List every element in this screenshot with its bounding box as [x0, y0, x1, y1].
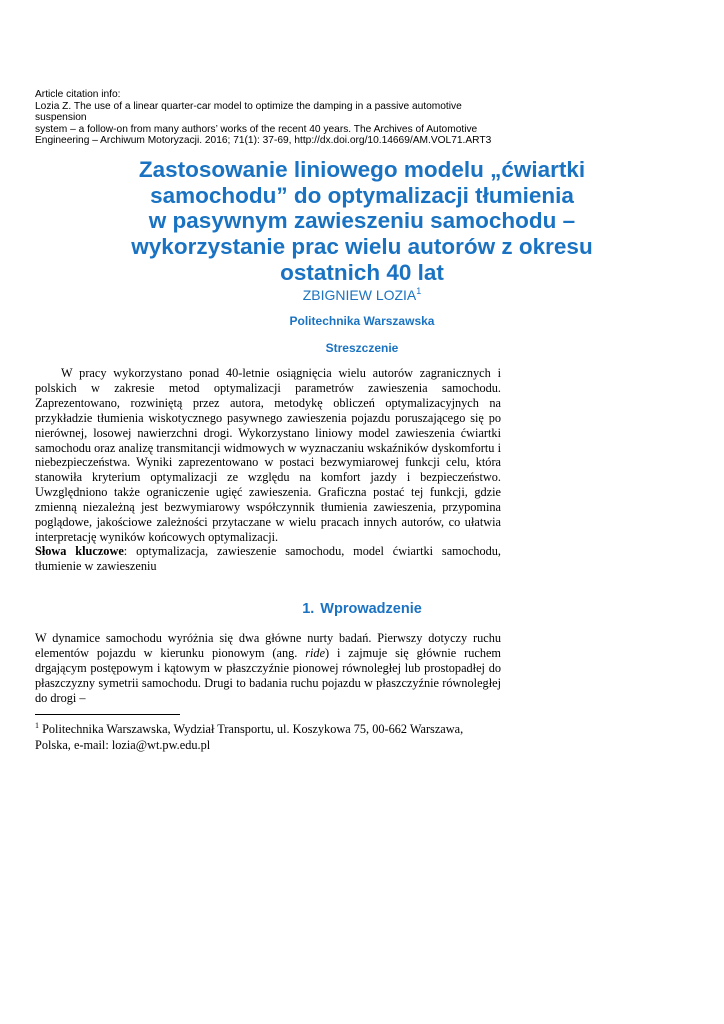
footnote-mark: 1	[35, 721, 39, 730]
footnote-line: Politechnika Warszawska, Wydział Transportu, ul. Koszykowa 75, 00-662 Warszawa,	[39, 722, 464, 736]
abstract-text: W pracy wykorzystano ponad 40-letnie osiągnięcia wielu autorów zagranicznych i polskich w zakresie metod optymalizacji parametrów zawieszenia samochodu. Zaprezentowano, rozwiniętą przez autora, metodykę obliczeń optymalizacyjnych na przykładzie tłumienia wiskotycznego pasywnego zawieszenia pojazdu poruszającego się po nierównej, losowej nawierzchni drogi. Wykorzystano liniowy model zawieszenia ćwiartki samochodu oraz analizę transmitancji widmowych w wyznaczaniu wskaźników dyskomfortu i niebezpieczeństwa. Wyniki zaprezentowano w postaci bezwymiarowej funkcji celu, która stanowiła kryterium optymalizacji ze względu na komfort jazdy i bezpieczeństwo. Uwzględniono także ograniczenie ugięć zawieszenia. Graficzna postać tej funkcji, gdzie zmienną niezależną jest bezwymiarowy współczynnik tłumienia zawieszenia, przypomina poglądowe, jakościowe zależności przytaczane w wielu pracach innych autorów, co ułatwia interpretację wyników końcowych optymalizacji.	[35, 366, 501, 544]
keywords-label: Słowa kluczowe	[35, 544, 124, 558]
citation-line: Lozia Z. The use of a linear quarter-car model to optimize the damping in a passive automotive suspension	[35, 100, 462, 123]
author-footnote-mark: 1	[416, 286, 422, 296]
intro-paragraph	[35, 631, 501, 706]
title-line: Zastosowanie liniowego modelu „ćwiartki	[138, 157, 586, 182]
author	[0, 287, 724, 303]
footnote	[35, 722, 501, 753]
footnote-line: Polska, e-mail: lozia@wt.pw.edu.pl	[35, 737, 211, 752]
title-line: w pasywnym zawieszeniu samochodu –	[148, 208, 576, 234]
intro-text: ) i zajmuje się głównie ruchem drgającym postępowym i kątowym w płaszczyźnie pionowej równoległej lub prostopadłej do płaszczyzny symetrii samochodu. Drugi to badania ruchu pojazdu w płaszczyźnie równoległej do drogi –	[35, 645, 501, 705]
title-line: samochodu” do optymalizacji tłumienia	[150, 182, 574, 208]
paper-title	[0, 157, 724, 286]
citation-line: system – a follow-on from many authors’ works of the recent 40 years. The Archives of Automotive	[35, 123, 478, 135]
abstract-heading: Streszczenie	[325, 341, 399, 355]
author-name: ZBIGNIEW LOZIA	[302, 287, 417, 303]
citation-info	[35, 89, 505, 147]
citation-label: Article citation info:	[35, 89, 121, 100]
title-line: ostatnich 40 lat	[280, 259, 444, 285]
section-number: 1.	[302, 601, 315, 617]
affiliation: Politechnika Warszawska	[289, 314, 435, 328]
intro-term-ride: ride	[305, 645, 326, 660]
intro-text: W dynamice samochodu wyróżnia się dwa główne nurty badań. Pierwszy dotyczy ruchu elementów pojazdu w kierunku pionowym (ang.	[35, 631, 501, 660]
citation-line: Engineering – Archiwum Motoryzacji. 2016; 71(1): 37-69, http://dx.doi.org/10.14669/AM.VOL71.ART3	[35, 135, 492, 146]
title-line: wykorzystanie prac wielu autorów z okresu	[131, 234, 593, 260]
footnote-separator	[35, 714, 180, 715]
keywords	[35, 544, 501, 574]
section-title: Wprowadzenie	[320, 601, 422, 617]
section-heading	[0, 601, 724, 617]
keywords-text: : optymalizacja, zawieszenie samochodu, model ćwiartki samochodu, tłumienie w zawieszeniu	[35, 544, 501, 573]
